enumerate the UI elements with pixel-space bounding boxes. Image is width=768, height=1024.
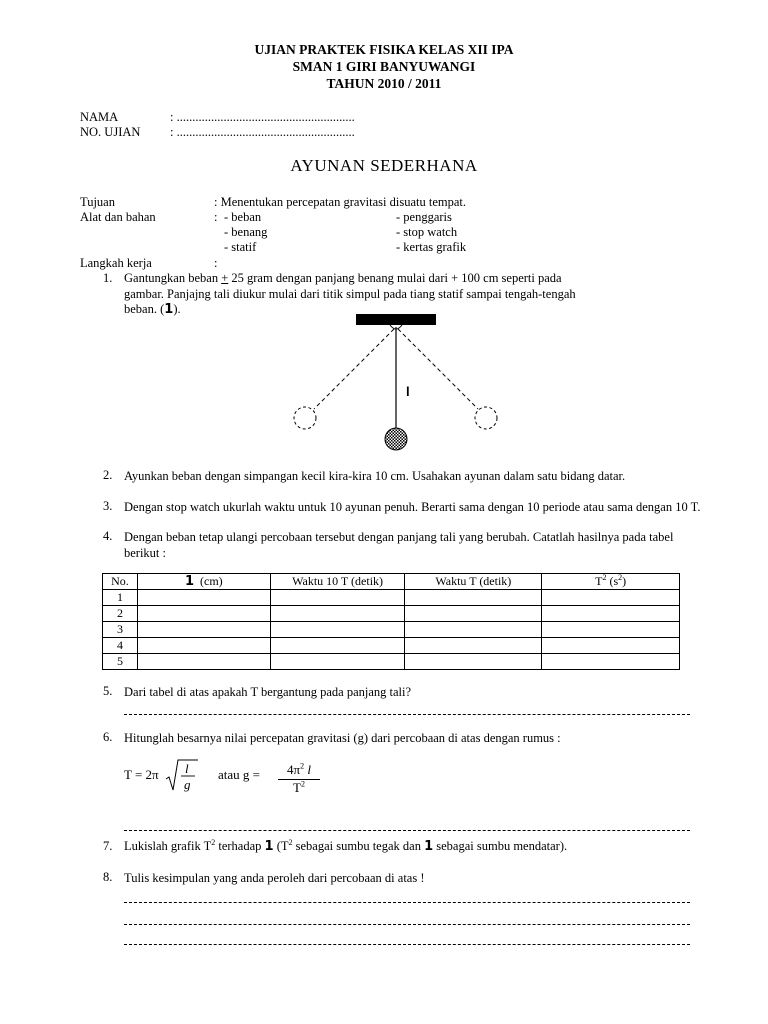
pendulum-bob	[385, 428, 407, 450]
materials-colon: :	[214, 210, 218, 224]
formula-or-g: atau g =	[218, 767, 260, 782]
material-item: - penggaris	[396, 210, 452, 224]
bob-left-dashed	[294, 407, 316, 429]
step-number: 6.	[103, 730, 113, 744]
name-label: NAMA	[80, 110, 119, 124]
formula-period-lhs: T = 2π	[124, 767, 159, 782]
steps-colon: :	[214, 256, 218, 270]
step-2-text: Ayunkan beban dengan simpangan kecil kira-kira 10 cm. Usahakan ayunan dalam satu bidang datar.	[124, 469, 626, 483]
col-header-time-10t: Waktu 10 T (detik)	[270, 574, 405, 590]
step-number: 4.	[103, 529, 113, 543]
step-1-line-3: beban. (1).	[124, 302, 181, 317]
exam-number-label: NO. UJIAN	[80, 125, 141, 139]
step-number: 5.	[103, 684, 113, 698]
formula-g-denominator: $T^2$	[293, 779, 305, 795]
answer-line[interactable]	[124, 902, 690, 903]
step-4-text: Dengan beban tetap ulangi percobaan tersebut dengan panjang tali yang berubah. Catatlah hasilnya pada tabel berikut :	[124, 530, 674, 560]
length-label: l	[406, 384, 410, 399]
pendulum-diagram	[280, 308, 520, 456]
step-7-text: Lukislah grafik $T^2$ terhadap 1 ($T^2$ sebagai sumbu tegak dan 1 sebagai sumbu mendatar).	[124, 837, 568, 854]
material-item: - kertas grafik	[396, 240, 467, 254]
material-item: - beban	[224, 210, 262, 224]
step-1-line-2: gambar. Panjajng tali diukur mulai dari titik simpul pada tiang statif sampai tengah-tengah	[124, 287, 576, 301]
formula-l: l	[185, 761, 189, 776]
step-number: 8.	[103, 870, 113, 884]
name-field[interactable]: : .........................................................	[170, 110, 355, 124]
swing-path-right	[398, 329, 478, 409]
step-number: 2.	[103, 468, 113, 482]
table-row: 1	[103, 590, 680, 606]
table-row: 5	[103, 654, 680, 670]
step-number: 3.	[103, 499, 113, 513]
step-1-line-1: Gantungkan beban + 25 gram dengan panjang benang mulai dari + 100 cm seperti pada	[124, 271, 562, 285]
col-header-t-squared: $T^2$ $(s^2)$	[542, 574, 680, 590]
material-item: - statif	[224, 240, 257, 254]
table-header-row	[103, 574, 680, 590]
purpose-label: Tujuan	[80, 195, 115, 209]
table-row: 2	[103, 606, 680, 622]
header-line-3: TAHUN 2010 / 2011	[326, 76, 442, 91]
table-row: 3	[103, 622, 680, 638]
answer-line[interactable]	[124, 944, 690, 945]
formula-g: g	[184, 777, 191, 792]
step-number: 1.	[103, 271, 113, 285]
step-6-text: Hitunglah besarnya nilai percepatan gravitasi (g) dari percobaan di atas dengan rumus :	[124, 731, 561, 745]
step-3-text: Dengan stop watch ukurlah waktu untuk 10 ayunan penuh. Berarti sama dengan 10 periode atau sama dengan 10 T.	[124, 500, 701, 514]
col-header-no: No.	[103, 574, 138, 590]
table-row: 4	[103, 638, 680, 654]
page-title: AYUNAN SEDERHANA	[290, 156, 478, 175]
col-header-time-t: Waktu T (detik)	[405, 574, 542, 590]
materials-label: Alat dan bahan	[80, 210, 156, 224]
header-line-2: SMAN 1 GIRI BANYUWANGI	[292, 59, 476, 74]
material-item: - benang	[224, 225, 268, 239]
swing-path-left	[314, 329, 394, 409]
step-8-text: Tulis kesimpulan yang anda peroleh dari percobaan di atas !	[124, 871, 425, 885]
steps-label: Langkah kerja	[80, 256, 152, 270]
col-header-length: 1 (cm)	[137, 574, 270, 590]
formula-sqrt	[165, 758, 199, 794]
formula-g-numerator: $4\pi^2$ l	[278, 762, 320, 780]
header-line-1: UJIAN PRAKTEK FISIKA KELAS XII IPA	[254, 42, 514, 57]
answer-line[interactable]	[124, 714, 690, 715]
answer-line[interactable]	[124, 830, 690, 831]
step-5-text: Dari tabel di atas apakah T bergantung pada panjang tali?	[124, 685, 412, 699]
purpose-value: : Menentukan percepatan gravitasi disuatu tempat.	[214, 195, 466, 209]
data-table	[102, 573, 680, 670]
material-item: - stop watch	[396, 225, 458, 239]
bob-right-dashed	[475, 407, 497, 429]
exam-number-field[interactable]: : .........................................................	[170, 125, 355, 139]
step-number: 7.	[103, 839, 113, 853]
answer-line[interactable]	[124, 924, 690, 925]
statif-bar	[356, 314, 436, 325]
